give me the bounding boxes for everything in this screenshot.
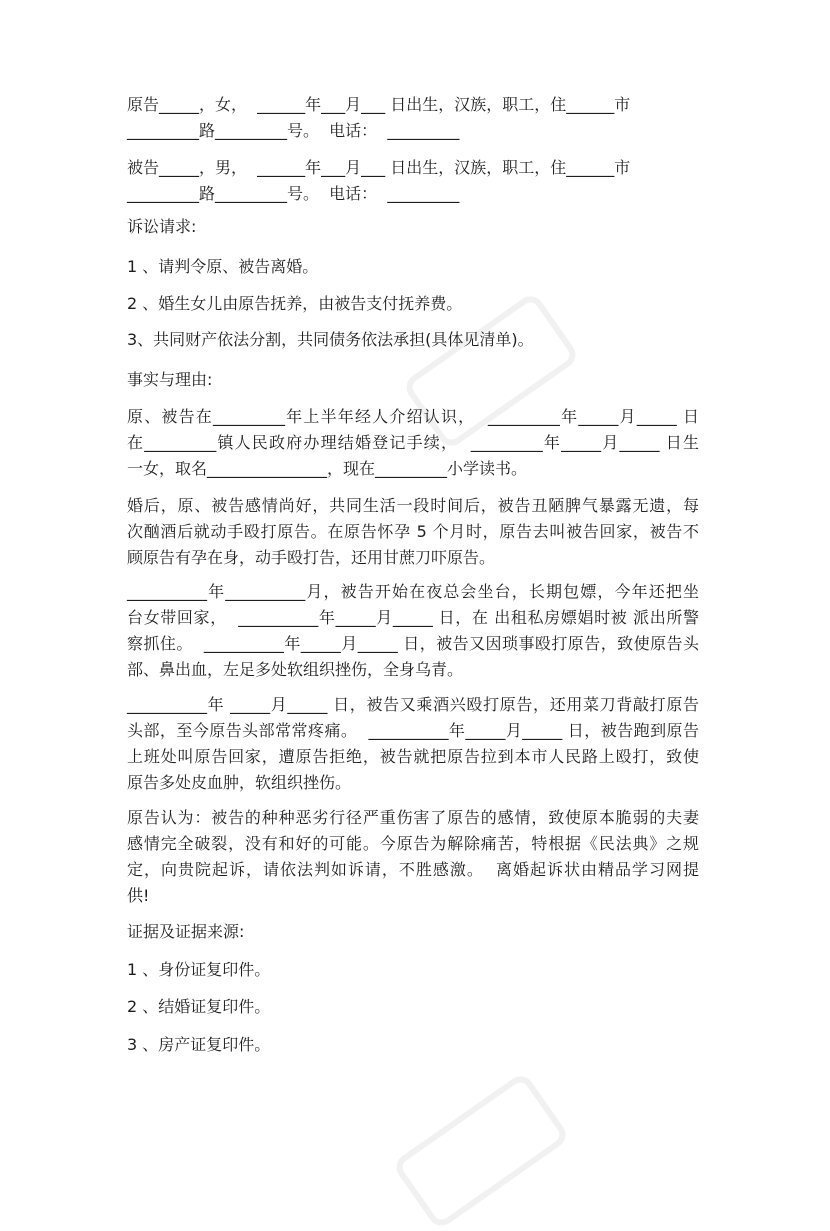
text-line: 原告多处皮血肿，软组织挫伤。 bbox=[127, 773, 352, 792]
text-line: _________路_________号。 电话： _________ bbox=[127, 184, 460, 203]
list-item: 2 、结婚证复印件。 bbox=[127, 997, 271, 1016]
text-line: 一女，取名_______________，现在_________小学读书。 bbox=[127, 459, 528, 478]
section-heading: 诉讼请求: bbox=[127, 217, 197, 236]
defendant-info bbox=[127, 155, 699, 207]
text-line: 婚后，原、被告感情尚好，共同生活一段时间后，被告丑陋脾气暴露无遗，每 bbox=[127, 496, 699, 515]
text-line: 感情完全破裂，没有和好的可能。今原告为解除痛苦，特根据《民法典》之规 bbox=[127, 834, 699, 853]
watermark-mark bbox=[391, 1071, 571, 1231]
claim-item bbox=[127, 254, 699, 280]
facts-paragraph bbox=[127, 805, 699, 909]
text-line: 供! bbox=[127, 886, 150, 905]
text-line: 头部，至今原告头部常常疼痛。 __________年_____月_____ 日，被告跑到原告 bbox=[127, 721, 699, 740]
list-item: 3 、房产证复印件。 bbox=[127, 1035, 271, 1054]
plaintiff-info bbox=[127, 92, 699, 144]
evidence-heading bbox=[127, 919, 699, 945]
section-heading: 事实与理由: bbox=[127, 370, 213, 389]
text-line: 原告认为：被告的种种恶劣行径严重伤害了原告的感情，致使原本脆弱的夫妻 bbox=[127, 808, 699, 827]
list-item: 1 、请判令原、被告离婚。 bbox=[127, 257, 319, 276]
text-line: __________年__________月，被告开始在夜总会坐台，长期包嫖，今年还把坐 bbox=[127, 582, 699, 601]
facts-paragraph bbox=[127, 404, 699, 482]
claim-item bbox=[127, 327, 699, 353]
facts-paragraph bbox=[127, 579, 699, 683]
text-line: 部、鼻出血，左足多处软组织挫伤，全身乌青。 bbox=[127, 660, 464, 679]
evidence-item bbox=[127, 994, 699, 1020]
text-line: 次酗酒后就动手殴打原告。在原告怀孕 5 个月时，原告去叫被告回家，被告不 bbox=[127, 522, 699, 541]
text-line: 原告_____，女， ______年___月___ 日出生，汉族，职工，住______市 bbox=[127, 95, 631, 114]
list-item: 2 、婚生女儿由原告抚养，由被告支付抚养费。 bbox=[127, 294, 463, 313]
evidence-item bbox=[127, 1032, 699, 1058]
facts-heading bbox=[127, 367, 699, 393]
text-line: 定，向贵院起诉，请依法判如诉请，不胜感激。 离婚起诉状由精品学习网提 bbox=[127, 860, 699, 879]
section-heading: 证据及证据来源: bbox=[127, 922, 245, 941]
text-line: _________路_________号。 电话： _________ bbox=[127, 121, 460, 140]
text-line: 在_________镇人民政府办理结婚登记手续， _________年_____月_____ 日生 bbox=[127, 433, 699, 452]
list-item: 3、共同财产依法分割，共同债务依法承担(具体见清单)。 bbox=[127, 330, 534, 349]
text-line: 台女带回家， __________年_____月_____ 日，在 出租私房嫖娼时被 派出所警 bbox=[127, 608, 699, 627]
claim-item bbox=[127, 291, 699, 317]
text-line: 察抓住。 __________年_____月_____ 日，被告又因琐事殴打原告，致使原告头 bbox=[127, 634, 699, 653]
text-line: 上班处叫原告回家，遭原告拒绝，被告就把原告拉到本市人民路上殴打，致使 bbox=[127, 747, 699, 766]
facts-paragraph bbox=[127, 493, 699, 571]
text-line: 顾原告有孕在身，动手殴打告，还用甘蔗刀吓原告。 bbox=[127, 548, 496, 567]
facts-paragraph bbox=[127, 692, 699, 796]
list-item: 1 、身份证复印件。 bbox=[127, 960, 271, 979]
text-line: __________年 _____月_____ 日，被告又乘酒兴殴打原告，还用菜刀背敲打原告 bbox=[127, 695, 699, 714]
claims-heading bbox=[127, 214, 699, 240]
evidence-item bbox=[127, 957, 699, 983]
text-line: 原、被告在_________年上半年经人介绍认识， _________年_____月_____ 日 bbox=[127, 407, 699, 426]
text-line: 被告_____，男， ______年___月___ 日出生，汉族，职工，住______市 bbox=[127, 158, 631, 177]
